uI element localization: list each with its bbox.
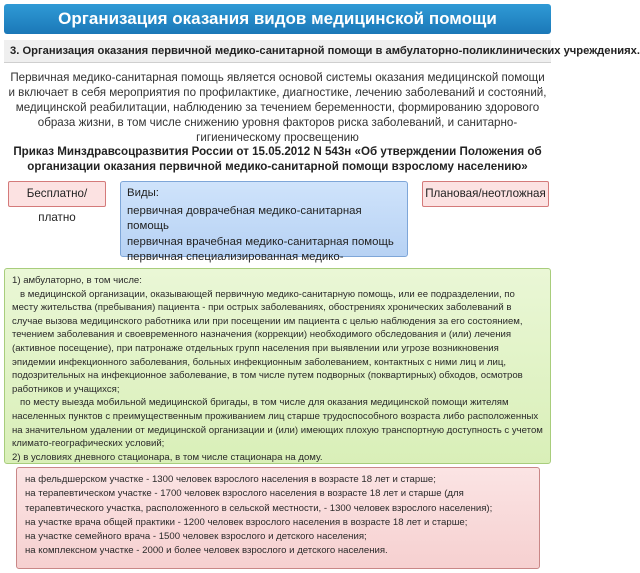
order-reference: Приказ Минздравсоцразвития России от 15.05.2012 N 543н «Об утверждении Положения об организации оказания первичной медико-санитарной помощи взрослому населению» [13, 145, 542, 173]
urgency-type-box: Плановая/неотложная [422, 181, 549, 207]
care-types-box [120, 181, 408, 263]
intro-paragraph: Первичная медико-санитарная помощь является основой системы оказания медицинской помощи и включает в себя мероприятия по профилактике, диагностике, лечению заболеваний и состояний, медицинской реабилитации, наблюдению за течением беременности, формированию здорового образа жизни, в том числе снижению уровня факторов риска заболеваний, и санитарно-гигиеническому просвещению [8, 71, 547, 144]
section-heading: 3. Организация оказания первичной медико-санитарной помощи в амбулаторно-поликлинических учреждениях. [4, 40, 551, 63]
conditions-medical-org: в медицинской организации, оказывающей первичную медико-санитарную помощь, или ее подразделении, по месту жительства (пребывания) пациента - при острых заболеваниях, обострениях хронических заболеваний в случае вызова медицинского работника или при посещении им пациента с целью наблюдения за его состоянием, течением заболевания и своевременного назначения (коррекции) необходимого обследования и (или) лечения (активное посещение), при патронаже отдельных групп населения при выявлении или угрозе возникновения эпидемии инфекционного заболевания, больных инфекционным заболеванием, контактных с ними лиц и лиц, подозрительных на инфекционное заболевание, в том числе путем подворных (поквартирных) обходов, осмотров работников и учащихся; [12, 288, 523, 395]
conditions-day-hospital: 2) в условиях дневного стационара, в том числе стационара на дому. [12, 451, 323, 463]
care-conditions-box [4, 268, 551, 464]
care-type-item: первичная врачебная медико-санитарная помощь [127, 235, 394, 248]
norm-item: на фельдшерском участке - 1300 человек взрослого населения в возрасте 18 лет и старше; [25, 474, 436, 485]
slide-title: Организация оказания видов медицинской помощи [4, 4, 551, 34]
norm-item: на терапевтическом участке - 1700 человек взрослого населения в возрасте 18 лет и старше (для терапевтического участка, расположенного в сельской местности, - 1300 человек взрослого населения); [25, 488, 493, 514]
care-type-item: первичная доврачебная медико-санитарная помощь [127, 204, 362, 232]
conditions-mobile-team: по месту выезда мобильной медицинской бригады, в том числе для оказания медицинской помощи жителям населенных пунктов с преимущественным проживанием лиц старше трудоспособного возраста либо расположенных на значительном удалении от медицинской организации и (или) имеющих плохую транспортную доступность с учетом климато-географических условий; [12, 397, 543, 450]
norm-item: на участке врача общей практики - 1200 человек взрослого населения в возрасте 18 лет и старше; [25, 516, 468, 528]
conditions-outpatient: 1) амбулаторно, в том числе: [12, 275, 142, 286]
norm-item: на участке семейного врача - 1500 человек взрослого и детского населения; [25, 531, 367, 543]
care-types-label: Виды: [127, 187, 159, 199]
norm-item: на комплексном участке - 2000 и более человек взрослого и детского населения. [25, 545, 388, 557]
catchment-norms-box [16, 467, 540, 569]
payment-type-box: Бесплатно/платно [8, 181, 106, 207]
care-type-item: первичная специализированная медико- [127, 251, 344, 263]
